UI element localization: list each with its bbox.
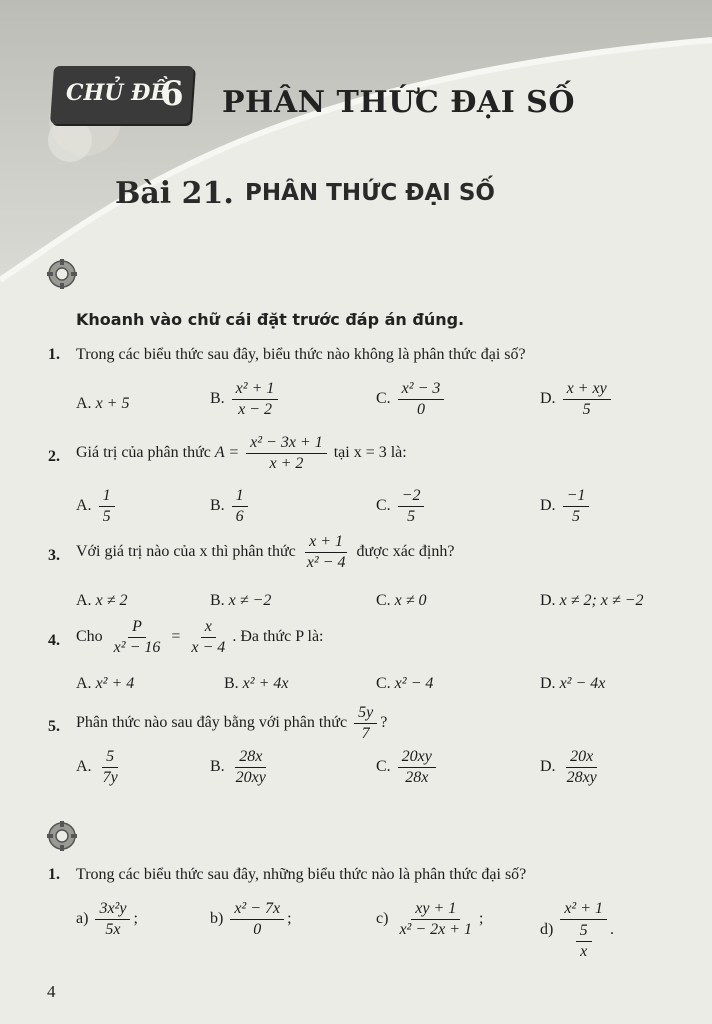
s2-option-b: b) $\frac{\text{x² − 7x}}{0}$ ; (210, 900, 292, 938)
q4-option-c: C. x² − 4 (376, 675, 434, 692)
instruction: Khoanh vào chữ cái đặt trước đáp án đúng. (76, 310, 465, 329)
q3-option-a: A. x ≠ 2 (76, 592, 128, 609)
q2-option-d: D. $\frac{-1}{5}$ (540, 487, 592, 526)
q2-number: 2. (48, 448, 60, 465)
option-fraction: $\frac{\text{x² − 3}}{0}$ (398, 380, 445, 419)
q1-number: 1. (48, 346, 60, 363)
s2-q1-text: Trong các biểu thức sau đây, những biểu thức nào là phân thức đại số? (76, 866, 527, 883)
q1-option-d (540, 380, 614, 419)
q5-text: Phân thức nào sau đây bằng với phân thức $\frac{5y}{7}$ ? (76, 704, 388, 742)
option-fraction: $\frac{\text{x² + 1}}{x - 2}$ (232, 380, 279, 419)
chu-de-number: 6 (160, 74, 184, 114)
q2-option-b: B. $\frac{1}{6}$ (210, 487, 251, 526)
q2-text-b: tại x = 3 là: (333, 444, 407, 462)
q5-option-d: D. $\frac{20x}{28xy}$ (540, 748, 597, 786)
q5-option-b: B. $\frac{28x}{20xy}$ (210, 748, 266, 786)
topic-title: PHÂN THỨC ĐẠI SỐ (222, 85, 575, 120)
s2-option-a: a) $\frac{\text{3x²y}}{5x}$ ; (76, 900, 138, 938)
option-label: B. (210, 390, 225, 408)
lesson-label: Bài 21. (115, 176, 234, 211)
s2-q1-number: 1. (48, 866, 60, 883)
q3-text: Với giá trị nào của x thì phân thức $\frac{x + 1}{\text{x² − 4}}$ được xác định? (76, 533, 455, 571)
practice-gear-icon (46, 820, 78, 852)
q1-option-c (376, 380, 447, 419)
q3-option-d: D. x ≠ 2; x ≠ −2 (540, 592, 644, 609)
option-label: A. (76, 395, 92, 412)
q1-option-a (76, 395, 129, 413)
option-text: x + 5 (95, 395, 130, 412)
q2-expr-lhs: A = (214, 444, 240, 462)
exercise-gear-icon (46, 258, 78, 290)
q4-option-b: B. x² + 4x (224, 675, 289, 692)
q3-option-c: C. x ≠ 0 (376, 592, 427, 609)
option-fraction: $\frac{x + xy}{5}$ (563, 380, 611, 419)
q4-number: 4. (48, 632, 60, 649)
complex-fraction: $\frac{\text{x² + 1}}{\frac{5}{x}}$ (560, 900, 607, 961)
q2-text (76, 434, 407, 473)
q5-number: 5. (48, 718, 60, 735)
q5-option-c: C. $\frac{20xy}{28x}$ (376, 748, 439, 787)
q2-fraction: $\frac{\text{x² − 3x + 1}}{x + 2}$ (246, 434, 327, 473)
q3-number: 3. (48, 547, 60, 564)
chu-de-label: CHỦ ĐỀ (66, 80, 168, 106)
s2-option-c: c) $\frac{xy + 1}{\text{x² − 2x + 1}}$ ; (376, 900, 484, 938)
option-label: C. (376, 390, 391, 408)
q4-option-d: D. x² − 4x (540, 675, 606, 692)
page-number: 4 (47, 982, 56, 1001)
q2-text-a: Giá trị của phân thức (76, 444, 211, 462)
q4-option-a: A. x² + 4 (76, 675, 135, 692)
q3-option-b: B. x ≠ −2 (210, 592, 272, 609)
option-label: D. (540, 390, 556, 408)
s2-option-d: d) $\frac{\text{x² + 1}}{\frac{5}{x}}$ . (540, 900, 615, 960)
q2-option-a: A. $\frac{1}{5}$ (76, 487, 118, 526)
q4-text: Cho $\frac{P}{\text{x² − 16}}$ = $\frac{x}{x - 4}$ . Đa thức P là: (76, 618, 324, 656)
q1-text: Trong các biểu thức sau đây, biểu thức nào không là phân thức đại số? (76, 346, 526, 363)
q5-option-a: A. $\frac{5}{7y}$ (76, 748, 118, 786)
header-curve (0, 0, 712, 320)
q1-option-b (210, 380, 281, 419)
lesson-title: PHÂN THỨC ĐẠI SỐ (245, 180, 495, 206)
q2-option-c: C. $\frac{-2}{5}$ (376, 487, 427, 526)
